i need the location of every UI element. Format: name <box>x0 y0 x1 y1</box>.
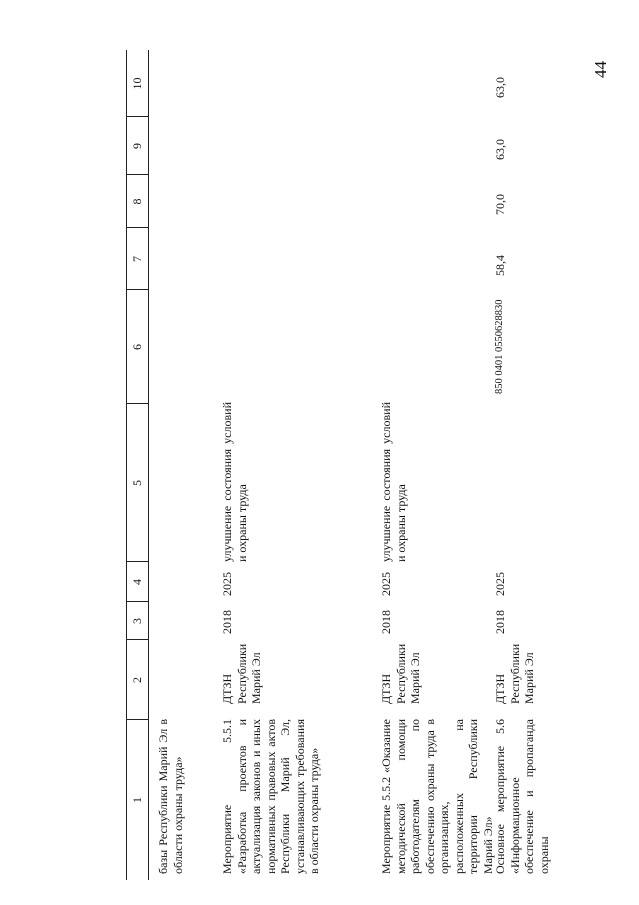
row-1-result: улучшение состояния условий и охраны труда <box>220 402 249 562</box>
row-3-budget-code: 850 0401 0550628830 <box>494 299 505 394</box>
row-1-executor: ДТЗН Республики Марий Эл <box>220 643 263 704</box>
row-3-value-8: 70,0 <box>493 194 507 215</box>
column-header-5: 5 <box>130 480 144 486</box>
row-3-executor: ДТЗН Республики Марий Эл <box>493 643 536 704</box>
row-2-result: улучшение состояния условий и охраны труда <box>379 402 408 562</box>
column-header-8: 8 <box>130 198 144 205</box>
row-2-end-year: 2025 <box>379 572 393 596</box>
row-3-value-7: 58,4 <box>493 255 507 276</box>
column-header-10: 10 <box>130 77 144 90</box>
column-header-9: 9 <box>130 143 144 149</box>
column-header-7: 7 <box>130 256 144 262</box>
row-3-name: Основное мероприятие 5.6 «Информационное обеспечение и пропаганда охраны <box>493 719 551 874</box>
column-header-3: 3 <box>130 618 144 624</box>
row-3-end-year: 2025 <box>493 572 507 596</box>
column-header-1: 1 <box>130 797 144 803</box>
row-1-end-year: 2025 <box>220 572 234 596</box>
column-header-6: 6 <box>130 344 144 350</box>
column-header-2: 2 <box>130 677 144 683</box>
page-number: 44 <box>591 61 610 78</box>
program-table <box>126 50 626 880</box>
row-1-name: Мероприятие 5.5.1 «Разработка проектов и актуализация законов и иных нормативных правовых актов Республики Марий Эл, устанавливающих требования в области охраны труда» <box>220 719 321 874</box>
row-3-value-9: 63,0 <box>493 139 507 160</box>
row-1-start-year: 2018 <box>220 610 234 634</box>
row-2-name: Мероприятие 5.5.2 «Оказание методической помощи работодателям по обеспечению охраны труда в организациях, расположенных на территории Республики Марий Эл» <box>379 719 495 874</box>
row-3-value-10: 63,0 <box>493 77 507 98</box>
row-0-name: базы Республики Марий Эл в области охраны труда» <box>156 719 185 874</box>
column-header-4: 4 <box>130 579 144 585</box>
header-bottom-border <box>148 50 149 880</box>
row-2-executor: ДТЗН Республики Марий Эл <box>379 643 422 704</box>
row-2-start-year: 2018 <box>379 610 393 634</box>
row-3-start-year: 2018 <box>493 610 507 634</box>
